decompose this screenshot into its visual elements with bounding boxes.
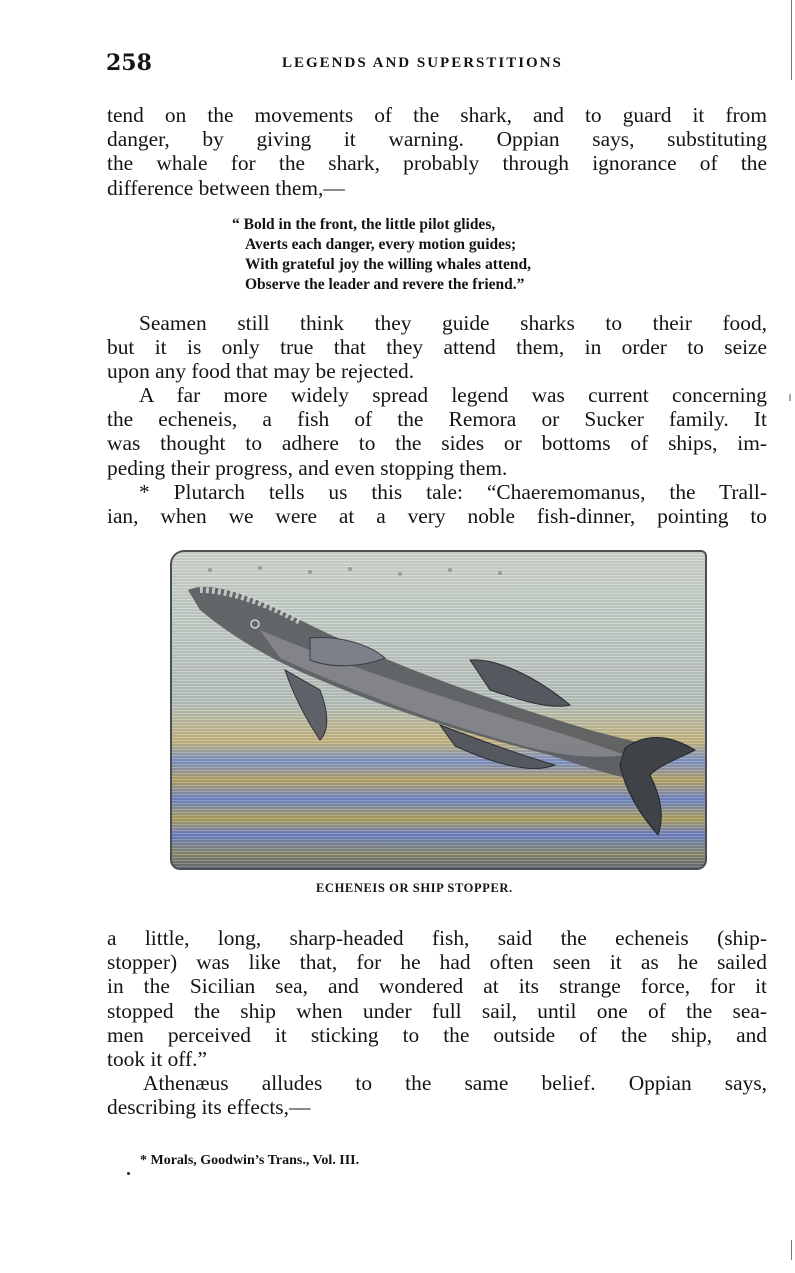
text-line: Seamen still think they guide sharks to their food,	[139, 311, 767, 335]
text-line: took it off.”	[107, 1047, 208, 1072]
text-line: danger, by giving it warning. Oppian says, substituting	[107, 127, 767, 152]
poem-line: With grateful joy the willing whales attend,	[245, 256, 532, 273]
fish-engraving-icon	[170, 550, 707, 870]
paragraph-1	[107, 103, 767, 200]
footnote: * Morals, Goodwin’s Trans., Vol. III.	[140, 1153, 360, 1168]
poem-line: Observe the leader and revere the friend.”	[245, 276, 525, 293]
paragraph-2	[107, 311, 767, 384]
poem-line: “ Bold in the front, the little pilot glides,	[232, 216, 496, 233]
text-line: stopped the ship when under full sail, until one of the sea-	[107, 998, 767, 1023]
text-line: was thought to adhere to the sides or bottoms of ships, im-	[107, 431, 767, 456]
page-edge-rule-top	[791, 0, 792, 80]
text-line: ian, when we were at a very noble fish-dinner, pointing to	[107, 504, 767, 529]
text-line: men perceived it sticking to the outside of the ship, and	[107, 1022, 767, 1047]
text-line: Athenæus alludes to the same belief. Oppian says,	[143, 1071, 767, 1095]
text-line: upon any food that may be rejected.	[107, 359, 415, 384]
echeneis-illustration	[170, 550, 707, 870]
paragraph-6	[107, 1071, 767, 1119]
text-line: in the Sicilian sea, and wondered at its strange force, for it	[107, 974, 767, 999]
text-line: but it is only true that they attend them, in order to seize	[107, 335, 767, 360]
text-line: difference between them,—	[107, 175, 345, 200]
text-line: stopper) was like that, for he had often seen it as he sailed	[107, 950, 767, 975]
margin-dot	[127, 1172, 130, 1175]
text-line: * Plutarch tells us this tale: “Chaeremomanus, the Trall-	[139, 480, 767, 504]
text-line: tend on the movements of the shark, and to guard it from	[107, 103, 767, 127]
text-line: the whale for the shark, probably through ignorance of the	[107, 151, 767, 176]
text-line: a little, long, sharp-headed fish, said the echeneis (ship-	[107, 926, 767, 950]
margin-mark	[789, 394, 791, 401]
paragraph-5	[107, 926, 767, 1071]
page-number: 258	[106, 50, 152, 76]
text-line: the echeneis, a fish of the Remora or Sucker family. It	[107, 407, 767, 432]
text-line: A far more widely spread legend was current concerning	[139, 383, 767, 407]
paragraph-4	[107, 480, 767, 528]
running-head: LEGENDS AND SUPERSTITIONS	[282, 55, 563, 71]
text-line: peding their progress, and even stopping them.	[107, 455, 508, 480]
poem-quotation	[232, 215, 531, 295]
figure-caption: ECHENEIS OR SHIP STOPPER.	[316, 881, 513, 895]
page-edge-rule-bottom	[791, 1240, 792, 1260]
poem-line: Averts each danger, every motion guides;	[245, 236, 517, 253]
paragraph-3	[107, 383, 767, 480]
text-line: describing its effects,—	[107, 1095, 311, 1120]
